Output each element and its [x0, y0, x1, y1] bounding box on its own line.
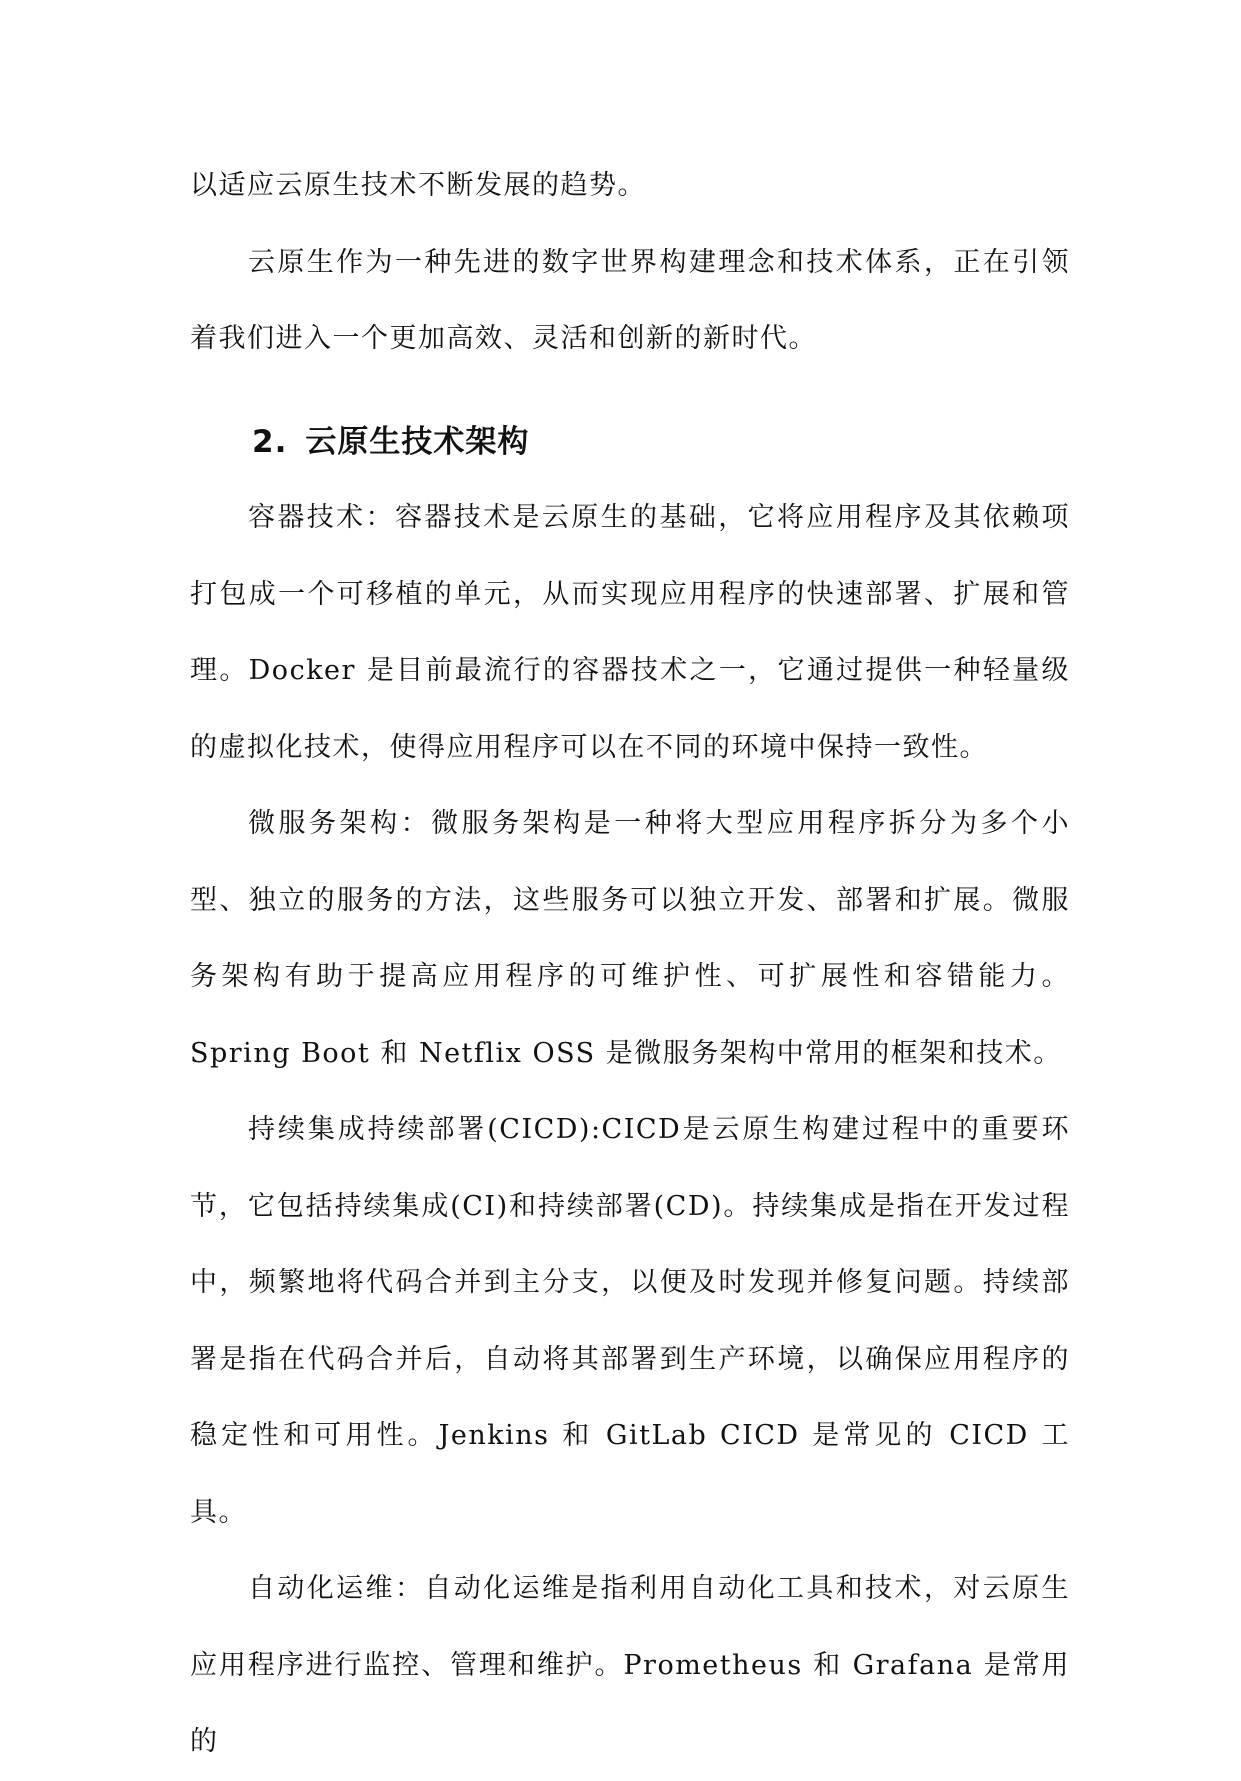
intro-conclusion-paragraph: 云原生作为一种先进的数字世界构建理念和技术体系，正在引领着我们进入一个更加高效、灵活和创新的新时代。 [190, 246, 1070, 354]
paragraph-cicd: 持续集成持续部署(CICD):CICD是云原生构建过程中的重要环节，它包括持续集成(CI)和持续部署(CD)。持续集成是指在开发过程中，频繁地将代码合并到主分支，以便及时发现并修复问题。持续部署是指在代码合并后，自动将其部署到生产环境，以确保应用程序的稳定性和可用性。Jenkins 和 GitLab CICD 是常见的 CICD 工具。 [190, 1114, 1070, 1528]
paragraph-container-tech: 容器技术：容器技术是云原生的基础，它将应用程序及其依赖项打包成一个可移植的单元，从而实现应用程序的快速部署、扩展和管理。Docker 是目前最流行的容器技术之一，它通过提供一种轻量级的虚拟化技术，使得应用程序可以在不同的环境中保持一致性。 [190, 502, 1070, 763]
paragraph-microservices: 微服务架构：微服务架构是一种将大型应用程序拆分为多个小型、独立的服务的方法，这些服务可以独立开发、部署和扩展。微服务架构有助于提高应用程序的可维护性、可扩展性和容错能力。Spring Boot 和 Netflix OSS 是微服务架构中常用的框架和技术。 [190, 808, 1070, 1069]
section-title: 云原生技术架构 [305, 423, 530, 460]
document-body [190, 148, 1070, 1781]
section-number: 2. [252, 423, 288, 460]
section-heading [190, 404, 1070, 481]
continued-paragraph: 以适应云原生技术不断发展的趋势。 [190, 170, 646, 201]
paragraph-automated-ops: 自动化运维：自动化运维是指利用自动化工具和技术，对云原生应用程序进行监控、管理和维护。Prometheus 和 Grafana 是常用的 [190, 1573, 1070, 1757]
